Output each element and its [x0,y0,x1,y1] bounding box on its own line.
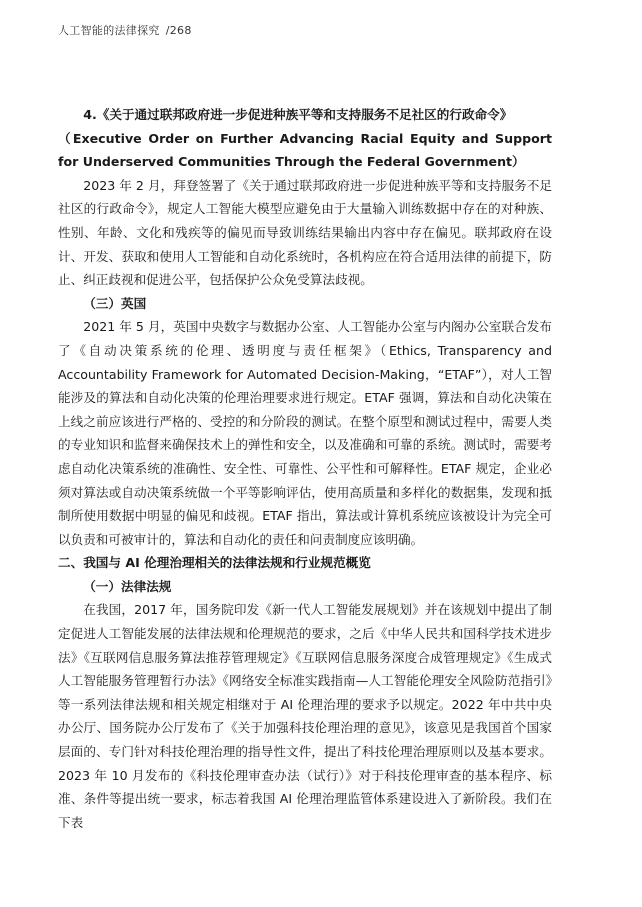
chapter-heading-china: 二、我国与 AI 伦理治理相关的法律法规和行业规范概览 [58,555,371,571]
paragraph-laws: 在我国，2017 年，国务院印发《新一代人工智能发展规划》并在该规划中提出了制定促进人工智能发展的法律法规和伦理规范的要求，之后《中华人民共和国科学技术进步法》《互联网信息服务算法推荐管理规定》《互联网信息服务深度合成管理规定》《生成式人工智能服务管理暂行办法》《网络安全标准实践指南—人工智能伦理安全风险防范指引》等一系列法律法规和相关规定相继对于 AI 伦理治理的要求予以规定。2022 年中共中央办公厅、国务院办公厅发布了《关于加强科技伦理治理的意见》，该意见是我国首个国家层面的、专门针对科技伦理治理的指导性文件，提出了科技伦理治理原则以及基本要求。2023 年 10 月发布的《科技伦理审查办法（试行）》对于科技伦理审查的基本程序、标准、条件等提出统一要求，标志着我国 AI 伦理治理监管体系建设进入了新阶段。我们在下表 [58,602,552,830]
section-heading-uk: （三）英国 [83,295,147,311]
section-heading-laws: （一）法律法规 [83,578,172,594]
header-separator: / [165,24,170,37]
running-head [58,22,192,38]
section-heading-english: （Executive Order on Further Advancing Racial Equity and Support for Underserved Communities Through the Federal Government） [58,130,552,170]
paragraph-executive-order: 2023 年 2 月，拜登签署了《关于通过联邦政府进一步促进种族平等和支持服务不足社区的行政命令》，规定人工智能大模型应避免由于大量输入训练数据中存在的对种族、性别、年龄、文化和残疾等的偏见而导致训练结果输出内容中存在偏见。联邦政府在设计、开发、获取和使用人工智能和自动化系统时，各机构应在符合适用法律的前提下，防止、纠正歧视和促进公平，包括保护公众免受算法歧视。 [58,177,552,288]
page-body [58,103,552,834]
page-number: 268 [169,24,192,37]
paragraph-uk: 2021 年 5 月，英国中央数字与数据办公室、人工智能办公室与内阁办公室联合发布了《自动决策系统的伦理、透明度与责任框架》（Ethics, Transparency and Accountability Framework for Automated Decision-Making，“ETAF”），对人工智能涉及的算法和自动化决策的伦理治理要求进行规定。ETAF 强调，算法和自动化决策在上线之前应该进行严格的、受控的和分阶段的测试。在整个原型和测试过程中，需要人类的专业知识和监督来确保技术上的弹性和安全，以及准确和可靠的系统。测试时，需要考虑自动化决策系统的准确性、安全性、可靠性、公平性和可解释性。ETAF 规定，企业必须对算法或自动决策系统做一个平等影响评估，使用高质量和多样化的数据集，发现和抵制所使用数据中明显的偏见和歧视。ETAF 指出，算法或计算机系统应该被设计为完全可以负责和可被审计的，算法和自动化的责任和问责制度应该明确。 [58,319,552,547]
book-title: 人工智能的法律探究 [58,24,160,37]
section-heading-executive-order: 4.《关于通过联邦政府进一步促进种族平等和支持服务不足社区的行政命令》 [83,107,513,122]
